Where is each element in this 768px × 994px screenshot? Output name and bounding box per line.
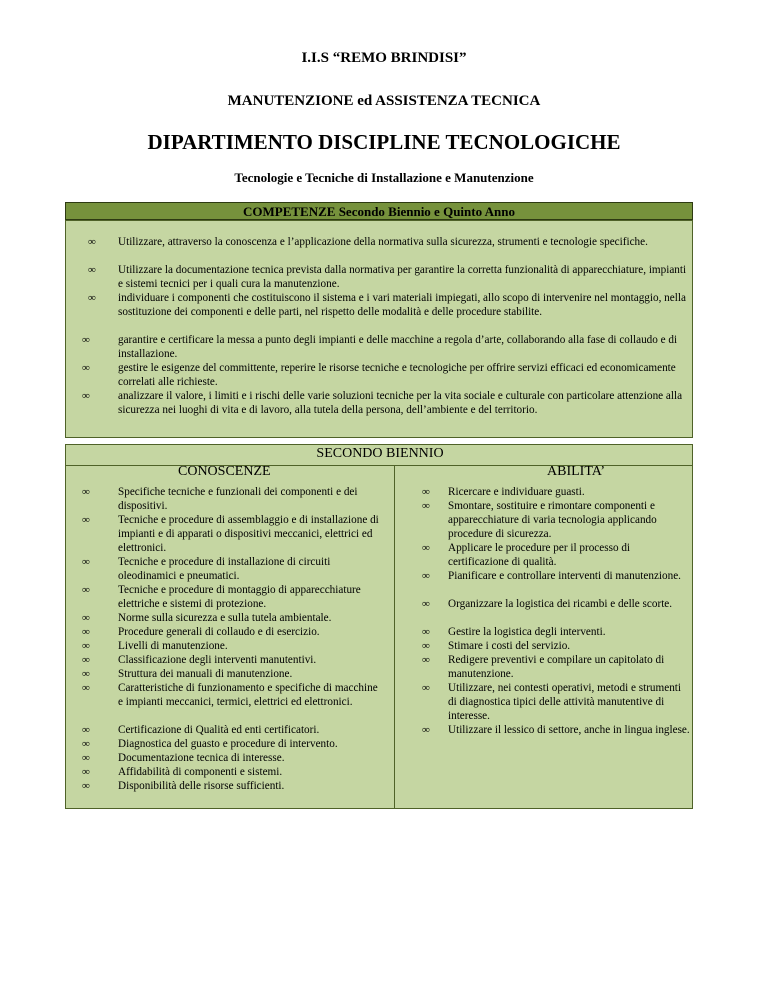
bullet-icon: ∞	[82, 766, 90, 778]
bullet-icon: ∞	[82, 738, 90, 750]
bullet-icon: ∞	[82, 724, 90, 736]
school-name: I.I.S “REMO BRINDISI”	[301, 50, 467, 66]
column-divider	[394, 465, 395, 809]
abilita-item: Applicare le procedure per il processo di certificazione di qualità.	[448, 542, 631, 568]
conoscenza-item: Classificazione degli interventi manutentivi.	[118, 654, 317, 666]
conoscenza-item: Certificazione di Qualità ed enti certificatori.	[118, 724, 320, 736]
bullet-icon: ∞	[82, 390, 90, 402]
bullet-icon: ∞	[82, 626, 90, 638]
competenza-item: individuare i componenti che costituiscono il sistema e i vari materiali impiegati, allo scopo di intervenire nel montaggio, nella sostituzione dei componenti e delle parti, nel rispetto delle modalità e delle procedure stabilite.	[118, 292, 686, 318]
conoscenza-item: Disponibilità delle risorse sufficienti.	[118, 780, 285, 792]
bullet-icon: ∞	[422, 500, 430, 512]
bullet-icon: ∞	[82, 556, 90, 568]
bullet-icon: ∞	[82, 612, 90, 624]
bullet-icon: ∞	[422, 640, 430, 652]
bullet-icon: ∞	[82, 668, 90, 680]
abilita-item: Pianificare e controllare interventi di manutenzione.	[448, 570, 681, 582]
conoscenza-item: Tecniche e procedure di assemblaggio e di installazione di impianti e di apparati o dispositivi meccanici, elettrici ed elettronici.	[118, 514, 379, 554]
conoscenza-item: Caratteristiche di funzionamento e specifiche di macchine e impianti meccanici, termici, elettrici ed elettronici.	[118, 682, 378, 708]
bullet-icon: ∞	[82, 362, 90, 374]
department-title: DIPARTIMENTO DISCIPLINE TECNOLOGICHE	[147, 130, 621, 154]
bullet-icon: ∞	[422, 626, 430, 638]
abilita-item: Utilizzare il lessico di settore, anche in lingua inglese.	[448, 724, 690, 736]
abilita-item: Redigere preventivi e compilare un capitolato di manutenzione.	[448, 654, 665, 680]
conoscenza-item: Norme sulla sicurezza e sulla tutela ambientale.	[118, 612, 332, 624]
abilita-header: ABILITA’	[547, 464, 605, 479]
bullet-icon: ∞	[82, 486, 90, 498]
bullet-icon: ∞	[82, 752, 90, 764]
bullet-icon: ∞	[82, 584, 90, 596]
bullet-icon: ∞	[82, 682, 90, 694]
competenza-item: Utilizzare la documentazione tecnica prevista dalla normativa per garantire la corretta funzionalità di apparecchiature, impianti e sistemi tecnici per i quali cura la manutenzione.	[118, 264, 687, 290]
bullet-icon: ∞	[422, 486, 430, 498]
course-title: MANUTENZIONE ed ASSISTENZA TECNICA	[227, 93, 541, 109]
conoscenza-item: Livelli di manutenzione.	[118, 640, 228, 652]
bullet-icon: ∞	[82, 514, 90, 526]
abilita-item: Utilizzare, nei contesti operativi, metodi e strumenti di diagnostica tipici delle attività manutentive di interesse.	[448, 682, 681, 722]
bullet-icon: ∞	[88, 264, 96, 276]
bullet-icon: ∞	[422, 542, 430, 554]
bullet-icon: ∞	[82, 780, 90, 792]
bullet-icon: ∞	[422, 598, 430, 610]
conoscenze-header: CONOSCENZE	[178, 464, 271, 479]
competenza-item: gestire le esigenze del committente, reperire le risorse tecniche e tecnologiche per offrire servizi efficaci ed economicamente correlati alle richieste.	[118, 362, 676, 388]
abilita-item: Ricercare e individuare guasti.	[448, 486, 585, 498]
conoscenza-item: Tecniche e procedure di installazione di circuiti oleodinamici e pneumatici.	[118, 556, 331, 582]
bullet-icon: ∞	[88, 292, 96, 304]
competenze-panel	[65, 220, 693, 438]
bullet-icon: ∞	[82, 334, 90, 346]
competenza-item: garantire e certificare la messa a punto degli impianti e delle macchine a regola d’arte, collaborando alla fase di collaudo e di installazione.	[118, 334, 678, 360]
secondo-biennio-title: SECONDO BIENNIO	[316, 446, 444, 461]
abilita-item: Organizzare la logistica dei ricambi e delle scorte.	[448, 598, 673, 610]
conoscenza-item: Diagnostica del guasto e procedure di intervento.	[118, 738, 338, 750]
bullet-icon: ∞	[82, 654, 90, 666]
conoscenza-item: Procedure generali di collaudo e di esercizio.	[118, 626, 320, 638]
conoscenza-item: Specifiche tecniche e funzionali dei componenti e dei dispositivi.	[118, 486, 358, 512]
bullet-icon: ∞	[422, 570, 430, 582]
conoscenza-item: Documentazione tecnica di interesse.	[118, 752, 285, 764]
bullet-icon: ∞	[422, 654, 430, 666]
abilita-item: Gestire la logistica degli interventi.	[448, 626, 606, 638]
competenza-item: analizzare il valore, i limiti e i rischi delle varie soluzioni tecniche per la vita sociale e culturale con particolare attenzione alla sicurezza nei luoghi di vita e di lavoro, alla tutela della persona, dell’ambiente e del territorio.	[118, 390, 683, 416]
conoscenza-item: Struttura dei manuali di manutenzione.	[118, 668, 293, 680]
abilita-item: Smontare, sostituire e rimontare componenti e apparecchiature di varia tecnologia applicando procedure di sicurezza.	[448, 500, 657, 540]
secondo-biennio-panel	[65, 444, 693, 809]
conoscenza-item: Affidabilità di componenti e sistemi.	[118, 766, 283, 778]
competenza-item: Utilizzare, attraverso la conoscenza e l’applicazione della normativa sulla sicurezza, strumenti e tecnologie specifiche.	[118, 236, 648, 248]
competenze-header: COMPETENZE Secondo Biennio e Quinto Anno	[65, 202, 693, 220]
subject-title: Tecnologie e Tecniche di Installazione e Manutenzione	[234, 170, 534, 185]
bullet-icon: ∞	[422, 682, 430, 694]
bullet-icon: ∞	[82, 640, 90, 652]
bullet-icon: ∞	[422, 724, 430, 736]
bullet-icon: ∞	[88, 236, 96, 248]
abilita-item: Stimare i costi del servizio.	[448, 640, 571, 652]
conoscenza-item: Tecniche e procedure di montaggio di apparecchiature elettriche e sistemi di protezione.	[118, 584, 361, 610]
